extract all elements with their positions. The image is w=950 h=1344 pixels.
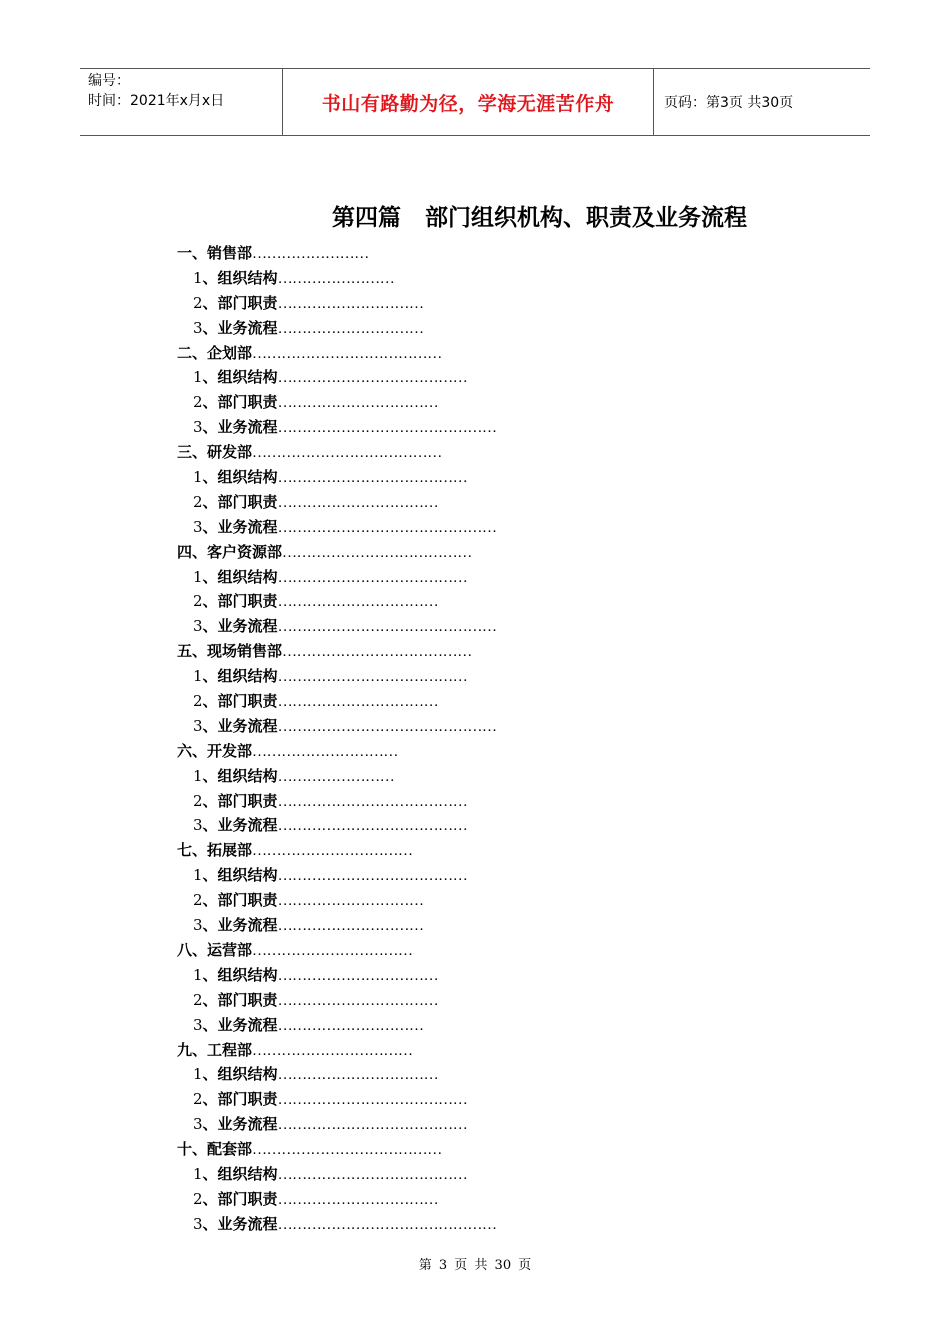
toc-entry-label: 、组织结构 [202, 965, 278, 984]
toc-sub-entry[interactable] [177, 1212, 777, 1237]
toc-leader-dots: …………………………… [277, 395, 439, 412]
toc-sub-entry[interactable] [177, 789, 777, 814]
toc-entry-number: 2 [193, 990, 203, 1009]
toc-sub-entry[interactable] [177, 614, 777, 639]
toc-entry-label: 、部门职责 [202, 692, 278, 711]
toc-leader-dots: ………………………………… [277, 569, 468, 586]
toc-entry-number: 2 [193, 393, 203, 412]
toc-sub-entry[interactable] [177, 565, 777, 590]
toc-leader-dots: ………………………… [252, 743, 399, 760]
toc-sub-entry[interactable] [177, 813, 777, 838]
header-page-info: 页码：第3页 共30页 [664, 95, 794, 111]
toc-leader-dots: ………………………… [277, 893, 424, 910]
toc-leader-dots: …………………………… [277, 494, 439, 511]
toc-sub-entry[interactable] [177, 390, 777, 415]
toc-leader-dots: ……………………………………… [277, 718, 497, 735]
toc-entry-label: 、业务流程 [202, 1214, 278, 1233]
toc-sub-entry[interactable] [177, 714, 777, 739]
page-header [80, 68, 870, 136]
toc-sub-entry[interactable] [177, 1013, 777, 1038]
number-label: 编号： [88, 73, 130, 89]
toc-entry-label: 十、配套部 [177, 1140, 253, 1159]
toc-sub-entry[interactable] [177, 888, 777, 913]
toc-entry-label: 、组织结构 [202, 368, 278, 387]
toc-entry-number: 2 [193, 692, 203, 711]
toc-leader-dots: ………………………………… [277, 669, 468, 686]
toc-entry-number: 2 [193, 1189, 203, 1208]
toc-sub-entry[interactable] [177, 988, 777, 1013]
toc-leader-dots: ………………………………… [252, 445, 442, 462]
toc-section-entry[interactable] [177, 241, 777, 266]
toc-sub-entry[interactable] [177, 1087, 777, 1112]
toc-leader-dots: …………………………… [277, 992, 439, 1009]
toc-leader-dots: …………………………… [252, 843, 413, 860]
toc-sub-entry[interactable] [177, 1187, 777, 1212]
toc-leader-dots: …………………… [277, 768, 395, 785]
toc-entry-label: 、组织结构 [202, 268, 278, 287]
toc-entry-number: 1 [193, 1065, 203, 1084]
toc-section-entry[interactable] [177, 440, 777, 465]
toc-entry-label: 、业务流程 [202, 1115, 278, 1134]
table-of-contents [177, 241, 777, 1237]
toc-entry-label: 、业务流程 [202, 318, 278, 337]
toc-entry-label: 、业务流程 [202, 517, 278, 536]
toc-entry-number: 2 [193, 1090, 203, 1109]
toc-leader-dots: ……………………………………… [277, 519, 497, 536]
toc-sub-entry[interactable] [177, 589, 777, 614]
toc-leader-dots: …………………………… [252, 1042, 413, 1059]
toc-entry-number: 1 [193, 866, 203, 885]
toc-entry-label: 、业务流程 [202, 418, 278, 437]
toc-entry-label: 、部门职责 [202, 293, 278, 312]
toc-leader-dots: ………………………………… [282, 644, 472, 661]
toc-entry-label: 、组织结构 [202, 567, 278, 586]
toc-leader-dots: ………………………………… [277, 818, 468, 835]
toc-entry-number: 1 [193, 368, 203, 387]
toc-leader-dots: …………………… [277, 270, 395, 287]
toc-leader-dots: ………………………………… [282, 544, 472, 561]
toc-sub-entry[interactable] [177, 1062, 777, 1087]
toc-sub-entry[interactable] [177, 490, 777, 515]
toc-entry-number: 3 [193, 418, 203, 437]
toc-entry-number: 1 [193, 965, 203, 984]
toc-sub-entry[interactable] [177, 1162, 777, 1187]
toc-entry-label: 、部门职责 [202, 1189, 278, 1208]
page-footer: 第 3 页 共 30 页 [418, 1258, 532, 1273]
toc-entry-label: 、部门职责 [202, 592, 278, 611]
toc-leader-dots: ………………………… [277, 295, 424, 312]
toc-sub-entry[interactable] [177, 291, 777, 316]
toc-sub-entry[interactable] [177, 515, 777, 540]
toc-entry-label: 、组织结构 [202, 866, 278, 885]
toc-leader-dots: ……………………………………… [277, 420, 497, 437]
toc-leader-dots: ………………………………… [277, 793, 468, 810]
toc-entry-number: 2 [193, 293, 203, 312]
toc-entry-number: 3 [193, 916, 203, 935]
toc-leader-dots: …………………………… [277, 594, 439, 611]
toc-leader-dots: …………………… [252, 246, 369, 262]
toc-section-entry[interactable] [177, 341, 777, 366]
toc-leader-dots: ……………………………………… [277, 1216, 497, 1233]
toc-leader-dots: ………………………………… [277, 1117, 468, 1134]
toc-entry-label: 二、企划部 [177, 343, 253, 362]
toc-entry-number: 2 [193, 592, 203, 611]
toc-sub-entry[interactable] [177, 913, 777, 938]
toc-leader-dots: …………………………… [277, 1067, 439, 1084]
toc-entry-label: 、业务流程 [202, 1015, 278, 1034]
toc-entry-number: 1 [193, 268, 203, 287]
toc-entry-number: 1 [193, 667, 203, 686]
toc-leader-dots: ………………………………… [277, 1166, 468, 1183]
toc-entry-label: 、业务流程 [202, 716, 278, 735]
toc-entry-label: 、业务流程 [202, 816, 278, 835]
toc-leader-dots: …………………………… [277, 967, 439, 984]
toc-entry-number: 2 [193, 791, 203, 810]
toc-leader-dots: …………………………… [277, 1191, 439, 1208]
toc-leader-dots: ………………………… [277, 918, 424, 935]
toc-entry-number: 3 [193, 617, 203, 636]
toc-sub-entry[interactable] [177, 963, 777, 988]
toc-entry-number: 3 [193, 1015, 203, 1034]
toc-sub-entry[interactable] [177, 664, 777, 689]
header-motto: 书山有路勤为径，学海无涯苦作舟 [282, 69, 654, 135]
date-label: 时间：2021年x月x日 [88, 93, 225, 109]
toc-section-entry[interactable] [177, 1038, 777, 1063]
toc-sub-entry[interactable] [177, 415, 777, 440]
toc-entry-label: 三、研发部 [177, 443, 253, 462]
toc-entry-number: 1 [193, 766, 203, 785]
toc-entry-number: 3 [193, 1115, 203, 1134]
toc-entry-label: 、部门职责 [202, 990, 278, 1009]
toc-entry-label: 、组织结构 [202, 766, 278, 785]
toc-sub-entry[interactable] [177, 1112, 777, 1137]
toc-entry-label: 八、运营部 [177, 940, 253, 959]
toc-entry-label: 四、客户资源部 [177, 542, 283, 561]
toc-section-entry[interactable] [177, 739, 777, 764]
toc-entry-number: 3 [193, 816, 203, 835]
toc-entry-number: 2 [193, 492, 203, 511]
toc-leader-dots: ………………………… [277, 320, 424, 337]
toc-entry-number: 3 [193, 318, 203, 337]
toc-leader-dots: …………………………… [277, 694, 439, 711]
toc-sub-entry[interactable] [177, 863, 777, 888]
toc-entry-label: 、组织结构 [202, 468, 278, 487]
toc-entry-label: 九、工程部 [177, 1040, 253, 1059]
page-title: 第四篇 部门组织机构、职责及业务流程 [332, 205, 748, 231]
toc-leader-dots: ……………………………………… [277, 619, 497, 636]
toc-entry-number: 1 [193, 468, 203, 487]
toc-sub-entry[interactable] [177, 365, 777, 390]
toc-entry-label: 、组织结构 [202, 1164, 278, 1183]
toc-entry-label: 、部门职责 [202, 492, 278, 511]
toc-section-entry[interactable] [177, 639, 777, 664]
toc-sub-entry[interactable] [177, 266, 777, 291]
toc-sub-entry[interactable] [177, 465, 777, 490]
toc-entry-label: 五、现场销售部 [177, 642, 283, 661]
toc-entry-label: 、部门职责 [202, 1090, 278, 1109]
toc-leader-dots: …………………………… [252, 942, 413, 959]
toc-leader-dots: ………………………………… [252, 1142, 442, 1159]
toc-leader-dots: ………………………………… [277, 370, 468, 387]
toc-entry-number: 1 [193, 567, 203, 586]
toc-entry-label: 七、拓展部 [177, 841, 253, 860]
toc-entry-label: 六、开发部 [177, 741, 253, 760]
toc-entry-label: 、部门职责 [202, 891, 278, 910]
toc-sub-entry[interactable] [177, 316, 777, 341]
toc-leader-dots: ………………………… [277, 1017, 424, 1034]
toc-entry-number: 3 [193, 716, 203, 735]
toc-section-entry[interactable] [177, 540, 777, 565]
toc-entry-label: 、部门职责 [202, 393, 278, 412]
toc-leader-dots: ………………………………… [277, 868, 468, 885]
toc-entry-number: 3 [193, 1214, 203, 1233]
toc-entry-label: 、部门职责 [202, 791, 278, 810]
toc-section-entry[interactable] [177, 838, 777, 863]
toc-sub-entry[interactable] [177, 689, 777, 714]
toc-entry-number: 3 [193, 517, 203, 536]
toc-entry-label: 、业务流程 [202, 916, 278, 935]
toc-leader-dots: ………………………………… [252, 345, 442, 362]
toc-entry-label: 一、销售部 [177, 244, 253, 262]
toc-leader-dots: ………………………………… [277, 1092, 468, 1109]
header-meta [80, 69, 282, 135]
toc-entry-label: 、组织结构 [202, 667, 278, 686]
toc-section-entry[interactable] [177, 938, 777, 963]
toc-entry-label: 、业务流程 [202, 617, 278, 636]
toc-entry-number: 2 [193, 891, 203, 910]
toc-entry-label: 、组织结构 [202, 1065, 278, 1084]
toc-section-entry[interactable] [177, 1137, 777, 1162]
toc-sub-entry[interactable] [177, 764, 777, 789]
toc-leader-dots: ………………………………… [277, 470, 468, 487]
toc-entry-number: 1 [193, 1164, 203, 1183]
